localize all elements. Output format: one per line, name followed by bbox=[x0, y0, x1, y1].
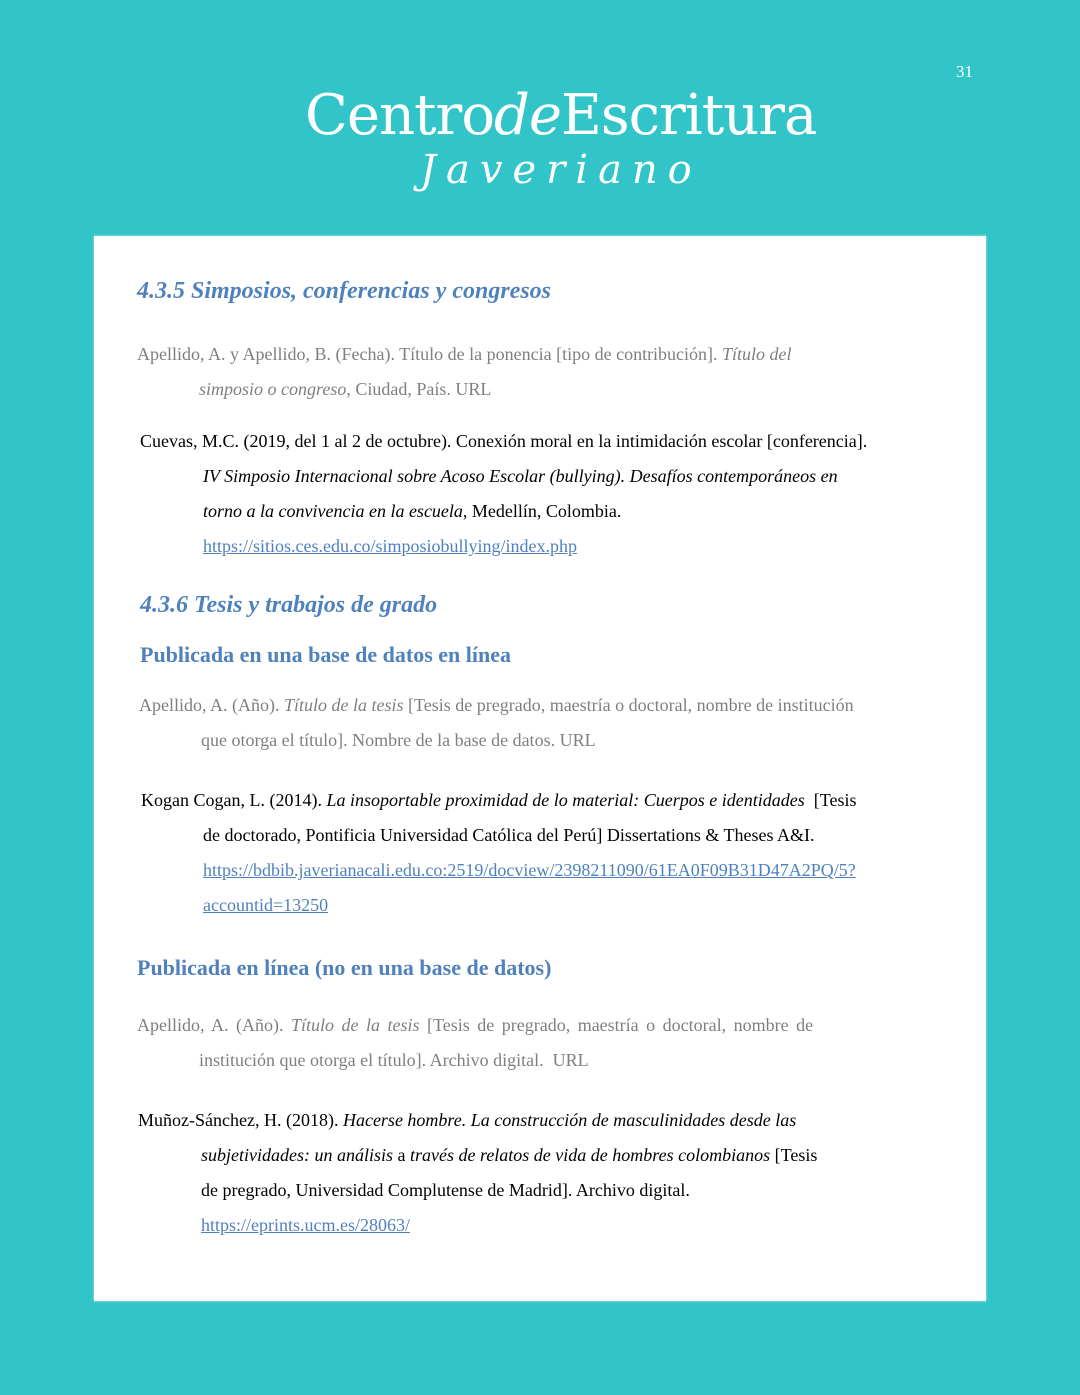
section-heading-tesis: 4.3.6 Tesis y trabajos de grado bbox=[140, 592, 438, 618]
template-line: institución que otorga el título]. Archivo digital. URL bbox=[199, 1050, 589, 1070]
template-text: [Tesis de pregrado, maestría o doctoral, nombre de bbox=[419, 1015, 814, 1035]
example-line bbox=[201, 1145, 817, 1166]
example-line bbox=[203, 501, 621, 522]
example-text: , Medellín, Colombia. bbox=[462, 501, 622, 521]
example-text: [Tesis bbox=[804, 790, 857, 810]
example-italic: La insoportable proximidad de lo material: Cuerpos e identidades bbox=[326, 790, 805, 810]
example-italic: torno a la convivencia en la escuela bbox=[203, 501, 463, 521]
reference-link[interactable]: https://sitios.ces.edu.co/simposiobullying/index.php bbox=[203, 536, 577, 556]
template-text: , Ciudad, País. URL bbox=[346, 379, 492, 399]
example-line bbox=[141, 790, 857, 811]
template-text: Apellido, A. (Año). bbox=[139, 695, 284, 715]
template-line bbox=[199, 379, 491, 400]
example-text: a bbox=[393, 1145, 410, 1165]
example-italic: Hacerse hombre. La construcción de masculinidades desde las bbox=[342, 1110, 797, 1130]
section-heading-simposios: 4.3.5 Simposios, conferencias y congresos bbox=[137, 278, 551, 304]
example-italic: subjetividades: un análisis bbox=[201, 1145, 393, 1165]
example-line bbox=[138, 1110, 796, 1131]
template-line bbox=[137, 1015, 813, 1036]
reference-link[interactable]: https://bdbib.javerianacali.edu.co:2519/docview/2398211090/61EA0F09B31D47A2PQ/5? bbox=[203, 860, 856, 880]
example-line: Cuevas, M.C. (2019, del 1 al 2 de octubre). Conexión moral en la intimidación escolar [conferencia]. bbox=[140, 431, 868, 451]
template-italic: simposio o congreso bbox=[199, 379, 347, 399]
logo-centro: Centro bbox=[305, 83, 495, 148]
logo-escritura: Escritura bbox=[561, 83, 817, 148]
template-italic: Título de la tesis bbox=[283, 695, 404, 715]
reference-link-continued[interactable]: accountid=13250 bbox=[203, 895, 329, 915]
example-italic: través de relatos de vida de hombres colombianos bbox=[410, 1145, 771, 1165]
example-text: Muñoz-Sánchez, H. (2018). bbox=[138, 1110, 343, 1130]
example-line: de pregrado, Universidad Complutense de Madrid]. Archivo digital. bbox=[201, 1180, 690, 1200]
example-text: Kogan Cogan, L. (2014). bbox=[141, 790, 327, 810]
logo-de: de bbox=[494, 83, 562, 148]
template-line bbox=[137, 344, 792, 365]
page-card bbox=[94, 236, 986, 1301]
template-line: que otorga el título]. Nombre de la base de datos. URL bbox=[201, 730, 596, 750]
subsection-heading-en-linea: Publicada en línea (no en una base de datos) bbox=[137, 955, 552, 980]
logo-line1 bbox=[305, 82, 816, 150]
template-line bbox=[139, 695, 854, 716]
template-text: Apellido, A. y Apellido, B. (Fecha). Título de la ponencia [tipo de contribución]. bbox=[137, 344, 723, 364]
example-text: [Tesis bbox=[770, 1145, 818, 1165]
template-text: Apellido, A. (Año). bbox=[137, 1015, 291, 1035]
template-text: [Tesis de pregrado, maestría o doctoral, nombre de institución bbox=[403, 695, 854, 715]
template-italic: Título de la tesis bbox=[290, 1015, 420, 1035]
page-number: 31 bbox=[956, 62, 973, 81]
subsection-heading-base-datos: Publicada en una base de datos en línea bbox=[140, 642, 512, 667]
template-italic: Título del bbox=[722, 344, 792, 364]
logo-javeriano: Javeriano bbox=[420, 147, 702, 193]
example-line: de doctorado, Pontificia Universidad Católica del Perú] Dissertations & Theses A&I. bbox=[203, 825, 815, 845]
reference-link[interactable]: https://eprints.ucm.es/28063/ bbox=[201, 1215, 410, 1235]
example-line: IV Simposio Internacional sobre Acoso Escolar (bullying). Desafíos contemporáneos en bbox=[203, 466, 838, 486]
